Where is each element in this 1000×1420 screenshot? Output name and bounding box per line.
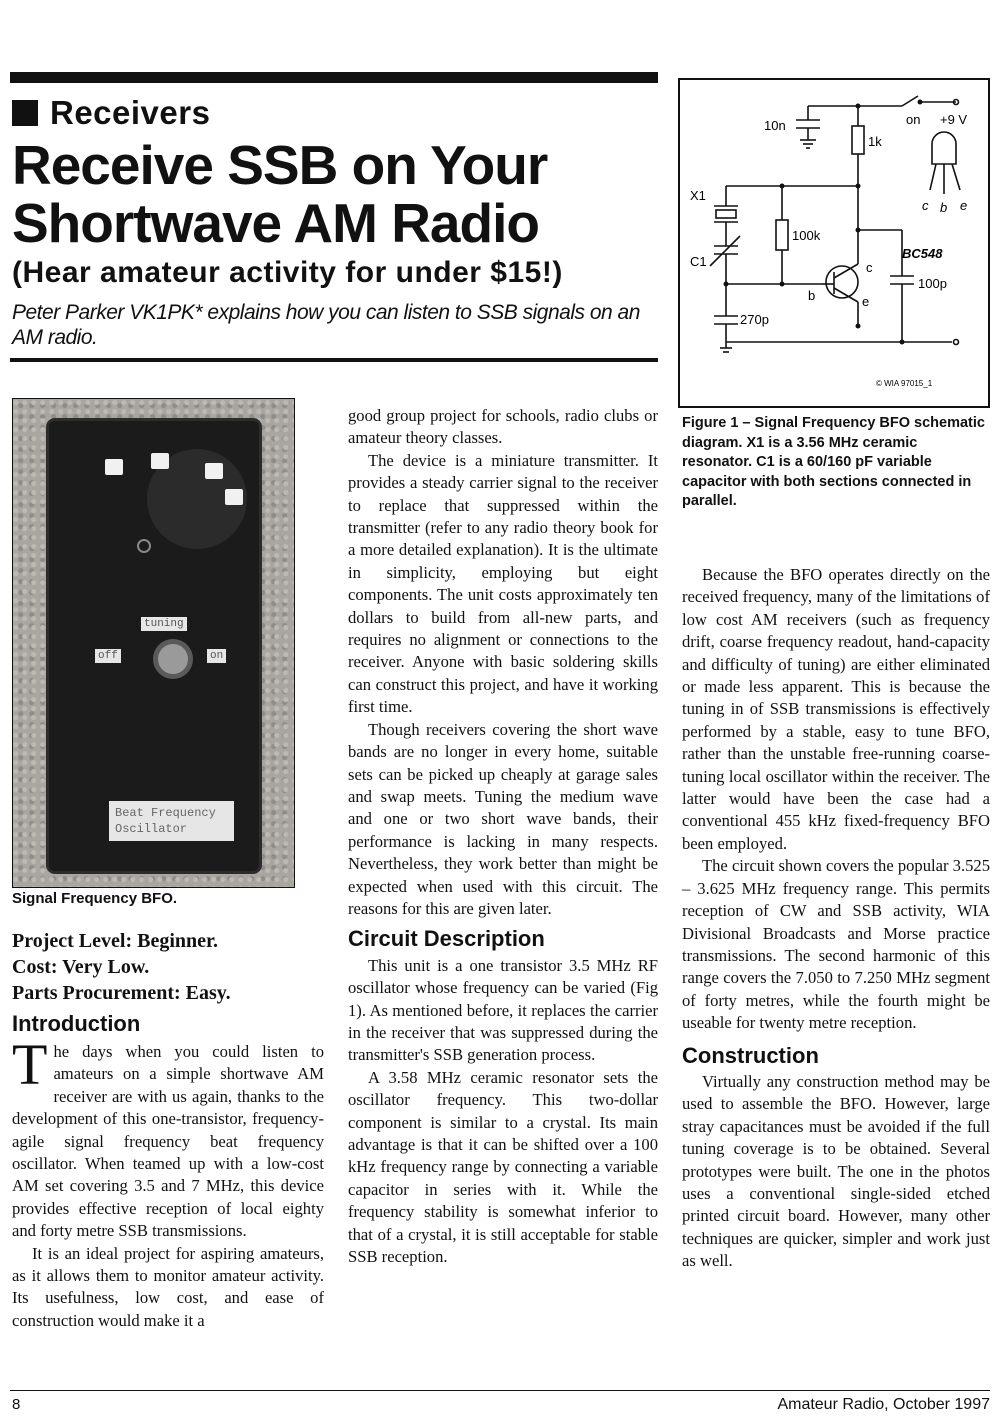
pin-c: c bbox=[922, 198, 929, 213]
label-x1: X1 bbox=[690, 188, 706, 203]
column-3 bbox=[682, 564, 990, 1273]
column-2 bbox=[348, 405, 658, 1268]
paragraph: The device is a miniature transmitter. It provides a steady carrier signal to the receiver to replace that suppressed within the transmitter (refer to any radio theory book for a more detailed explanation). It is the ultimate in simplicity, employing but eight components. The unit costs approximately ten dollars to build from all-new parts, and requires no alignment or connections to the receiver. Anyone with basic soldering skills can construct this project, and have it working first time. bbox=[348, 450, 658, 717]
bfo-enclosure bbox=[49, 421, 259, 871]
section-heading: Receivers bbox=[12, 94, 210, 132]
paragraph: The circuit shown covers the popular 3.525 – 3.625 MHz frequency range. This permits reception of CW and SSB activity, WIA Divisional Broadcasts and Morse practice transmissions. The second harmonic of this range covers the 7.050 to 7.250 MHz segment of forty metres, while the fourth might be useable for twenty metre reception. bbox=[682, 856, 991, 1033]
dial-marker bbox=[151, 453, 169, 469]
paragraph: A 3.58 MHz ceramic resonator sets the oscillator frequency. This two-dollar component is similar to a crystal. Its main advantage is that it can be shifted over a 100 kHz frequency range by connecting a variable capacitor in series with it. While the frequency stability is somewhat inferior to that of a crystal, it is still acceptable for stable SSB reception. bbox=[348, 1067, 658, 1267]
project-level: Project Level: Beginner. bbox=[12, 930, 219, 952]
label-bc548: BC548 bbox=[902, 246, 943, 261]
bfo-photo bbox=[12, 398, 295, 888]
dial-marker bbox=[225, 489, 243, 505]
label-on: on bbox=[906, 112, 921, 127]
paragraph: Virtually any construction method may be used to assemble the BFO. However, large stray capacitances must be avoided if the full tuning coverage is to be obtained. Several prototypes were built. The one in the photos uses a conventional single-sided etched printed circuit board. However, many other techniques are quicker, simpler and work just as well. bbox=[682, 1071, 990, 1271]
on-tag: on bbox=[207, 649, 226, 663]
label-100k: 100k bbox=[792, 228, 821, 243]
parts-procurement: Parts Procurement: Easy. bbox=[12, 982, 231, 1004]
power-switch bbox=[153, 639, 193, 679]
label-10n: 10n bbox=[764, 118, 786, 133]
footer-rule bbox=[10, 1390, 990, 1391]
label-1k: 1k bbox=[868, 134, 882, 149]
photo-caption: Signal Frequency BFO. bbox=[12, 890, 178, 907]
dial-marker bbox=[105, 459, 123, 475]
paragraph: Because the BFO operates directly on the received frequency, many of the limitations of low cost AM receivers (such as frequency drift, coarse frequency readout, hand-capacity and difficulty of tuning) are either eliminated or made less apparent. This is because the tuning in of SSB transmissions is effectively performed by a stable, easy to tune BFO, rather than the unstable free-running coarse-tuning local oscillator within the receiver. The latter would have been the case had a conventional 455 kHz fixed-frequency BFO been employed. bbox=[682, 565, 990, 853]
drop-cap: T bbox=[12, 1032, 48, 1097]
top-rule bbox=[10, 72, 658, 83]
figure-caption: Figure 1 – Signal Frequency BFO schematic diagram. X1 is a 3.56 MHz ceramic resonator. C1 is a 60/160 pF variable capacitor with both sections connected in parallel. bbox=[682, 415, 985, 509]
label-270p: 270p bbox=[740, 312, 769, 327]
page-number: 8 bbox=[12, 1396, 21, 1413]
article-subtitle: (Hear amateur activity for under $15!) bbox=[12, 256, 563, 289]
header-rule bbox=[10, 358, 658, 362]
project-cost: Cost: Very Low. bbox=[12, 956, 150, 978]
schematic-figure bbox=[678, 78, 990, 408]
paragraph: It is an ideal project for aspiring amateurs, as it allows them to monitor amateur activity. Its usefulness, low cost, and ease of construction would make it a bbox=[12, 1243, 324, 1330]
label-collector: c bbox=[866, 260, 873, 275]
paragraph: The days when you could listen to amateurs on a simple shortwave AM receiver are with us again, thanks to the development of this one-transistor, frequency-agile signal frequency beat frequency oscillator. When teamed up with a low-cost AM set covering 3.5 and 7 MHz, this device provides effective reception of local eighty and forty metre SSB transmissions. bbox=[12, 1032, 324, 1241]
construction-heading: Construction bbox=[682, 1042, 819, 1068]
square-bullet-icon bbox=[12, 100, 38, 126]
schematic-diagram bbox=[680, 80, 988, 406]
screw-icon bbox=[137, 539, 151, 553]
article-standfirst: Peter Parker VK1PK* explains how you can listen to SSB signals on an AM radio. bbox=[12, 301, 640, 349]
paragraph: good group project for schools, radio clubs or amateur theory classes. bbox=[348, 406, 658, 448]
tuning-tag: tuning bbox=[141, 617, 187, 631]
pin-b: b bbox=[940, 200, 948, 215]
label-emitter: e bbox=[862, 294, 870, 309]
label-base: b bbox=[808, 288, 816, 303]
publication-info: Amateur Radio, October 1997 bbox=[777, 1396, 990, 1413]
pin-e: e bbox=[960, 198, 968, 213]
introduction-heading: Introduction bbox=[12, 1011, 141, 1036]
dial-marker bbox=[205, 463, 223, 479]
article-title: Receive SSB on Your Shortwave AM Radio bbox=[12, 134, 548, 254]
label-9v: +9 V bbox=[940, 112, 968, 127]
column-1 bbox=[12, 1032, 324, 1332]
label-c1: C1 bbox=[690, 254, 707, 269]
figure-copyright: © WIA 97015_1 bbox=[876, 379, 933, 388]
label-100p: 100p bbox=[918, 276, 947, 291]
device-label: Beat Frequency Oscillator bbox=[109, 801, 234, 841]
project-specs bbox=[12, 928, 231, 1006]
paragraph: This unit is a one transistor 3.5 MHz RF oscillator whose frequency can be varied (Fig 1). As mentioned before, it replaces the carrier in the receiver that was suppressed during the transmitter's SSB generation process. bbox=[348, 955, 658, 1065]
circuit-description-heading: Circuit Description bbox=[348, 926, 545, 952]
paragraph: Though receivers covering the short wave bands are no longer in every home, suitable sets can be picked up cheaply at garage sales and swap meets. Tuning the medium wave and one or two short wave bands, their performance is lacking in many respects. Nevertheless, they work better than might be expected when used with this circuit. The reasons for this are given later. bbox=[348, 719, 658, 918]
off-tag: off bbox=[95, 649, 121, 663]
